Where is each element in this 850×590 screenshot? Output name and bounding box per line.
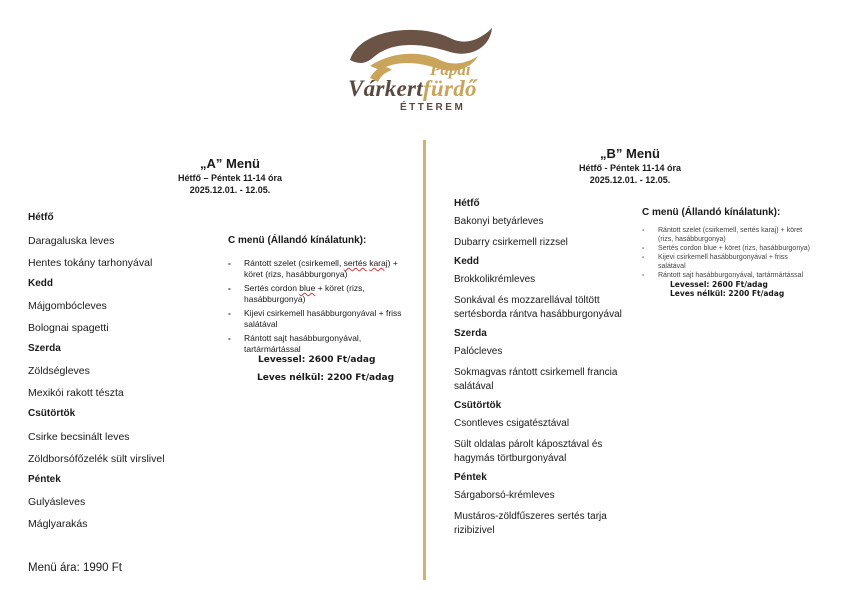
column-divider <box>423 140 426 580</box>
menu-a-item: Májgombócleves <box>28 300 107 312</box>
logo-line-papai: Pápai <box>430 60 471 79</box>
menu-b-day-label: Kedd <box>454 256 479 267</box>
menu-b-title: „B” Menü <box>600 146 660 161</box>
menu-b-list <box>454 198 634 538</box>
c-menu-left <box>228 235 408 383</box>
menu-a-day-label: Csütörtök <box>28 408 76 419</box>
menu-b-day-label: Csütörtök <box>454 400 502 411</box>
menu-b-item: Sonkával és mozzarellával töltött sertésborda rántva hasábburgonyával <box>454 295 622 320</box>
c-menu-right-price-with-soup: Levessel: 2600 Ft/adag <box>670 280 768 289</box>
c-menu-left-item: - Kijevi csirkemell hasábburgonyával + friss salátával <box>228 308 408 330</box>
menu-a-item: Zöldségleves <box>28 365 90 377</box>
menu-a-day-label: Szerda <box>28 343 61 354</box>
menu-a-item: Máglyarakás <box>28 518 88 530</box>
menu-a-item: Gulyásleves <box>28 496 86 508</box>
menu-b-item: Csontleves csigatésztával <box>454 418 570 429</box>
c-menu-left-item: - Rántott szelet (csirkemell, sertés karaj) + köret (rizs, hasábburgonya) <box>228 258 408 280</box>
logo-name-part2: fürdő <box>422 76 477 101</box>
menu-b-dates: 2025.12.01. - 12.05. <box>589 175 671 185</box>
menu-b-day-label: Hétfő <box>454 198 480 209</box>
menu-b-item: Palócleves <box>454 346 503 357</box>
c-menu-right-price-without-soup: Leves nélkül: 2200 Ft/adag <box>670 289 785 298</box>
c-menu-right-item: - Sertés cordon blue + köret (rizs, hasábburgonya) <box>642 244 812 253</box>
c-menu-right-title: C menü (Állandó kínálatunk): <box>642 207 781 218</box>
menu-b-item: Sült oldalas párolt káposztával és hagymás törtburgonyával <box>454 439 603 464</box>
menu-a-heading <box>130 156 330 195</box>
menu-b-item: Sárgaborsó-krémleves <box>454 490 555 501</box>
c-menu-right-item: - Rántott szelet (csirkemell, sertés karaj) + köret (rizs, hasábburgonya) <box>642 226 812 244</box>
menu-a-item: Hentes tokány tarhonyával <box>28 257 153 269</box>
menu-b-hours: Hétfő - Péntek 11-14 óra <box>578 163 682 173</box>
c-menu-left-item: - Rántott sajt hasábburgonyával, tartármártással <box>228 333 408 355</box>
menu-a-item: Bolognai spagetti <box>28 322 109 334</box>
menu-a-hours: Hétfő – Péntek 11-14 óra <box>177 173 283 183</box>
menu-b-item: Dubarry csirkemell rizzsel <box>454 237 568 248</box>
c-menu-right-list <box>642 226 812 280</box>
menu-b-day-label: Szerda <box>454 328 487 339</box>
menu-a-item: Zöldborsófőzelék sült virslivel <box>28 453 165 465</box>
logo-line-etterem: ÉTTEREM <box>400 102 466 113</box>
logo-name-part1: Várkert <box>348 76 423 101</box>
c-menu-left-title: C menü (Állandó kínálatunk): <box>228 235 367 246</box>
menu-a-day-label: Hétfő <box>28 212 54 223</box>
logo-name <box>348 76 477 102</box>
menu-b-item: Sokmagvas rántott csirkemell francia salátával <box>454 367 618 392</box>
menu-b-day-label: Péntek <box>454 472 487 483</box>
menu-a-item: Mexikói rakott tészta <box>28 387 124 399</box>
menu-a-day-label: Kedd <box>28 278 53 289</box>
menu-b-item: Bakonyi betyárleves <box>454 216 544 227</box>
c-menu-left-list <box>228 258 408 355</box>
menu-a-price: Menü ára: 1990 Ft <box>28 562 122 574</box>
menu-a-dates: 2025.12.01. - 12.05. <box>189 185 271 195</box>
c-menu-left-price-without-soup: Leves nélkül: 2200 Ft/adag <box>257 373 395 383</box>
menu-b-item: Brokkolikrémleves <box>454 274 536 285</box>
c-menu-left-price-with-soup: Levessel: 2600 Ft/adag <box>258 355 376 365</box>
menu-a-title: „A” Menü <box>200 156 260 171</box>
menu-b-heading <box>530 146 730 185</box>
c-menu-left-item: - Sertés cordon blue + köret (rizs, hasábburgonya) <box>228 283 408 305</box>
menu-a-item: Daragaluska leves <box>28 235 115 247</box>
menu-a-item: Csirke becsinált leves <box>28 431 130 443</box>
menu-a-day-label: Péntek <box>28 474 61 485</box>
c-menu-right-item: - Kijevi csirkemell hasábburgonyával + friss salátával <box>642 253 812 271</box>
menu-b-item: Mustáros-zöldfűszeres sertés tarja rizibizivel <box>454 511 607 536</box>
c-menu-right <box>642 207 812 298</box>
c-menu-right-item: - Rántott sajt hasábburgonyával, tartármártással <box>642 271 812 280</box>
